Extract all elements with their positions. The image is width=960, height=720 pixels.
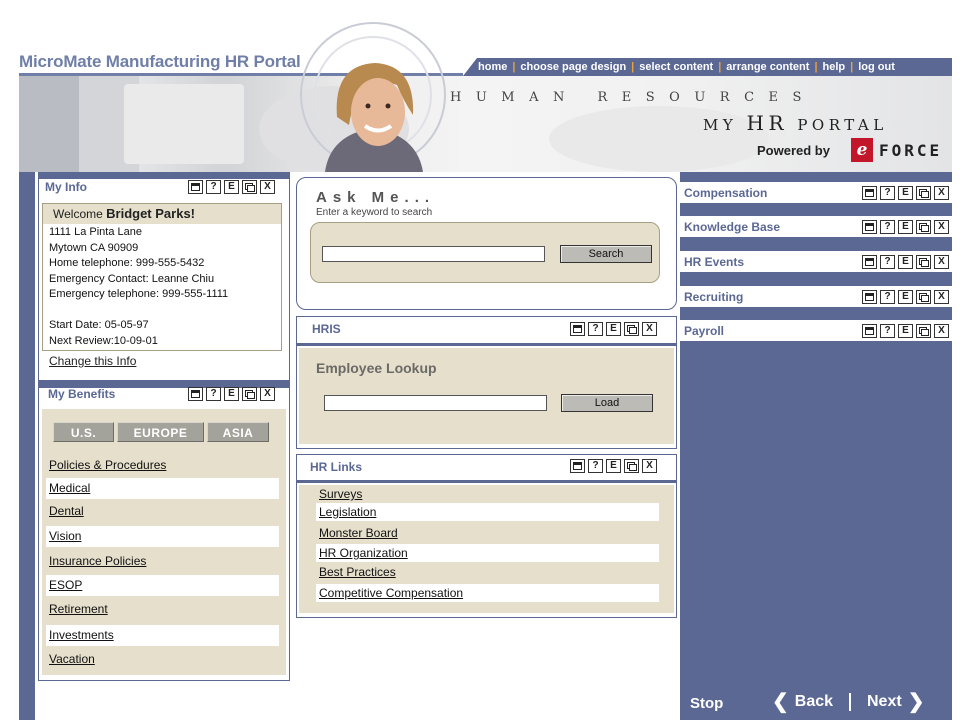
nav-separator: |	[814, 61, 818, 73]
region-asia-button[interactable]: ASIA	[207, 422, 269, 442]
benefit-item[interactable]	[46, 575, 279, 596]
benefit-item[interactable]	[46, 478, 279, 499]
knowledge-base-panel	[680, 210, 952, 237]
hr-events-controls	[862, 255, 949, 269]
nav-arrange-content[interactable]: arrange content	[726, 61, 810, 73]
recruiting-controls	[862, 290, 949, 304]
close-icon[interactable]: X	[934, 186, 949, 200]
nav-home[interactable]: home	[478, 61, 508, 73]
next-review: Next Review:10-09-01	[49, 334, 158, 347]
help-icon[interactable]: ?	[588, 459, 603, 473]
hr-links-title: HR Links	[310, 460, 363, 474]
close-icon[interactable]: X	[934, 220, 949, 234]
welcome-prefix: Welcome	[53, 207, 103, 221]
close-icon[interactable]: X	[260, 387, 275, 401]
hr-link-competitive-compensation[interactable]: Competitive Compensation	[319, 586, 464, 600]
hr-link-monster-board[interactable]: Monster Board	[319, 526, 398, 540]
hr-link-item[interactable]	[316, 503, 659, 521]
minimize-icon[interactable]	[862, 324, 877, 338]
hr-link-legislation[interactable]: Legislation	[319, 505, 377, 519]
minimize-icon[interactable]	[862, 220, 877, 234]
hr-link-hr-organization[interactable]: HR Organization	[319, 546, 408, 560]
edit-icon[interactable]: E	[898, 324, 913, 338]
payroll-title[interactable]: Payroll	[684, 324, 725, 338]
compensation-controls	[862, 186, 949, 200]
restore-icon[interactable]	[916, 220, 931, 234]
address-line-2: Mytown CA 90909	[49, 241, 139, 254]
benefit-link-dental[interactable]: Dental	[49, 504, 84, 518]
back-button[interactable]	[772, 692, 833, 712]
help-icon[interactable]: ?	[206, 387, 221, 401]
edit-icon[interactable]: E	[606, 322, 621, 336]
hr-link-item[interactable]	[316, 544, 659, 562]
panel-header-bar	[39, 173, 289, 179]
powered-by-label: Powered by	[757, 143, 830, 158]
edit-icon[interactable]: E	[224, 387, 239, 401]
benefit-link-esop[interactable]: ESOP	[49, 578, 83, 592]
benefit-item[interactable]	[46, 455, 279, 476]
benefit-link-vacation[interactable]: Vacation	[49, 652, 95, 666]
hr-link-item[interactable]	[316, 563, 659, 581]
restore-icon[interactable]	[624, 322, 639, 336]
restore-icon[interactable]	[916, 255, 931, 269]
hr-links-divider	[297, 480, 676, 483]
ask-me-subtitle: Enter a keyword to search	[316, 207, 433, 218]
hr-link-best-practices[interactable]: Best Practices	[319, 565, 396, 579]
close-icon[interactable]: X	[934, 255, 949, 269]
region-europe-button[interactable]: EUROPE	[117, 422, 204, 442]
help-icon[interactable]: ?	[880, 186, 895, 200]
close-icon[interactable]: X	[934, 290, 949, 304]
nav-select-content[interactable]: select content	[639, 61, 714, 73]
hr-link-item[interactable]	[316, 524, 659, 542]
benefit-link-retirement[interactable]: Retirement	[49, 602, 108, 616]
help-icon[interactable]: ?	[880, 290, 895, 304]
benefit-item[interactable]	[46, 649, 279, 670]
benefit-item[interactable]	[46, 599, 279, 620]
my-info-title: My Info	[45, 180, 87, 194]
banner-my-hr-portal	[703, 111, 888, 135]
employee-lookup-input[interactable]	[324, 395, 547, 411]
close-icon[interactable]: X	[642, 459, 657, 473]
recruiting-title[interactable]: Recruiting	[684, 290, 744, 304]
banner-photo-workers	[19, 76, 79, 172]
welcome-text	[53, 206, 195, 221]
banner-portal: PORTAL	[797, 116, 888, 134]
edit-icon[interactable]: E	[898, 186, 913, 200]
restore-icon[interactable]	[242, 180, 257, 194]
knowledge-base-controls	[862, 220, 949, 234]
knowledge-base-title[interactable]: Knowledge Base	[684, 220, 781, 234]
payroll-controls	[862, 324, 949, 338]
start-date: Start Date: 05-05-97	[49, 319, 149, 331]
footer-nav-divider	[849, 693, 851, 711]
chevron-left-icon: ❮	[772, 691, 789, 713]
banner-human-resources: HUMAN RESOURCES	[450, 90, 816, 105]
minimize-icon[interactable]	[570, 459, 585, 473]
region-us-button[interactable]: U.S.	[53, 422, 114, 442]
employee-lookup-title: Employee Lookup	[316, 360, 437, 376]
my-benefits-title: My Benefits	[48, 387, 116, 401]
minimize-icon[interactable]	[188, 387, 203, 401]
close-icon[interactable]: X	[934, 324, 949, 338]
nav-help[interactable]: help	[822, 61, 846, 73]
banner-photo-laptop	[124, 84, 244, 164]
left-sidebar-stripe	[19, 172, 35, 720]
restore-icon[interactable]	[916, 324, 931, 338]
edit-icon[interactable]: E	[606, 459, 621, 473]
benefit-link-investments[interactable]: Investments	[49, 628, 114, 642]
minimize-icon[interactable]	[862, 290, 877, 304]
home-telephone: Home telephone: 999-555-5432	[49, 257, 205, 269]
back-label: Back	[794, 693, 834, 710]
benefit-item[interactable]	[46, 625, 279, 646]
user-name: Bridget Parks!	[106, 206, 196, 221]
restore-icon[interactable]	[624, 459, 639, 473]
hr-links-controls	[570, 459, 657, 473]
hr-events-title[interactable]: HR Events	[684, 255, 745, 269]
help-icon[interactable]: ?	[880, 220, 895, 234]
hr-person-photo	[285, 15, 455, 175]
stop-button[interactable]: Stop	[690, 695, 724, 712]
benefit-link-medical[interactable]: Medical	[49, 481, 91, 495]
address-line-1: 1111 La Pinta Lane	[49, 226, 142, 238]
hr-link-item[interactable]	[316, 584, 659, 602]
restore-icon[interactable]	[916, 290, 931, 304]
compensation-panel	[680, 176, 952, 203]
eforce-logo	[851, 138, 942, 162]
next-label: Next	[867, 693, 902, 710]
minimize-icon[interactable]	[862, 255, 877, 269]
my-info-details	[49, 225, 228, 349]
eforce-logo-e: e	[851, 138, 873, 162]
change-info-link[interactable]: Change this Info	[49, 354, 137, 368]
edit-icon[interactable]: E	[898, 290, 913, 304]
help-icon[interactable]: ?	[880, 255, 895, 269]
my-info-controls	[188, 180, 275, 194]
search-button[interactable]: Search	[560, 245, 652, 263]
recruiting-panel	[680, 280, 952, 307]
portal-title: MicroMate Manufacturing HR Portal	[19, 52, 301, 71]
emergency-contact: Emergency Contact: Leanne Chiu	[49, 272, 215, 285]
benefit-item[interactable]	[46, 526, 279, 547]
minimize-icon[interactable]	[570, 322, 585, 336]
help-icon[interactable]: ?	[880, 324, 895, 338]
restore-icon[interactable]	[242, 387, 257, 401]
emergency-telephone: Emergency telephone: 999-555-1111	[49, 288, 229, 300]
banner-hr: HR	[746, 111, 789, 135]
hris-title: HRIS	[312, 322, 341, 336]
benefit-link-policies[interactable]: Policies & Procedures	[49, 458, 167, 472]
hr-link-surveys[interactable]: Surveys	[319, 487, 363, 501]
top-nav	[478, 59, 895, 75]
eforce-logo-force: FORCE	[879, 140, 943, 160]
search-input[interactable]	[322, 246, 545, 262]
edit-icon[interactable]: E	[224, 180, 239, 194]
payroll-panel	[680, 314, 952, 341]
hris-controls	[570, 322, 657, 336]
hr-link-item[interactable]	[316, 485, 659, 503]
restore-icon[interactable]	[916, 186, 931, 200]
edit-icon[interactable]: E	[898, 255, 913, 269]
next-button[interactable]	[867, 692, 924, 712]
hris-divider	[297, 343, 676, 346]
chevron-right-icon: ❯	[907, 691, 925, 713]
spacer	[49, 303, 228, 319]
nav-separator: |	[512, 61, 516, 73]
nav-separator: |	[631, 61, 635, 73]
minimize-icon[interactable]	[188, 180, 203, 194]
close-icon[interactable]: X	[642, 322, 657, 336]
minimize-icon[interactable]	[862, 186, 877, 200]
nav-separator: |	[718, 61, 722, 73]
help-icon[interactable]: ?	[588, 322, 603, 336]
benefit-item[interactable]	[46, 551, 279, 572]
benefit-item[interactable]	[46, 501, 279, 522]
my-benefits-controls	[188, 387, 275, 401]
compensation-title[interactable]: Compensation	[684, 186, 768, 200]
benefit-link-vision[interactable]: Vision	[49, 529, 82, 543]
load-button[interactable]: Load	[561, 394, 653, 412]
help-icon[interactable]: ?	[206, 180, 221, 194]
nav-log-out[interactable]: log out	[858, 61, 895, 73]
ask-me-title: Ask Me...	[316, 189, 436, 206]
nav-choose-page-design[interactable]: choose page design	[520, 61, 627, 73]
benefit-link-insurance[interactable]: Insurance Policies	[49, 554, 147, 568]
hr-events-panel	[680, 245, 952, 272]
close-icon[interactable]: X	[260, 180, 275, 194]
edit-icon[interactable]: E	[898, 220, 913, 234]
banner-my: MY	[703, 116, 738, 134]
nav-separator: |	[850, 61, 854, 73]
